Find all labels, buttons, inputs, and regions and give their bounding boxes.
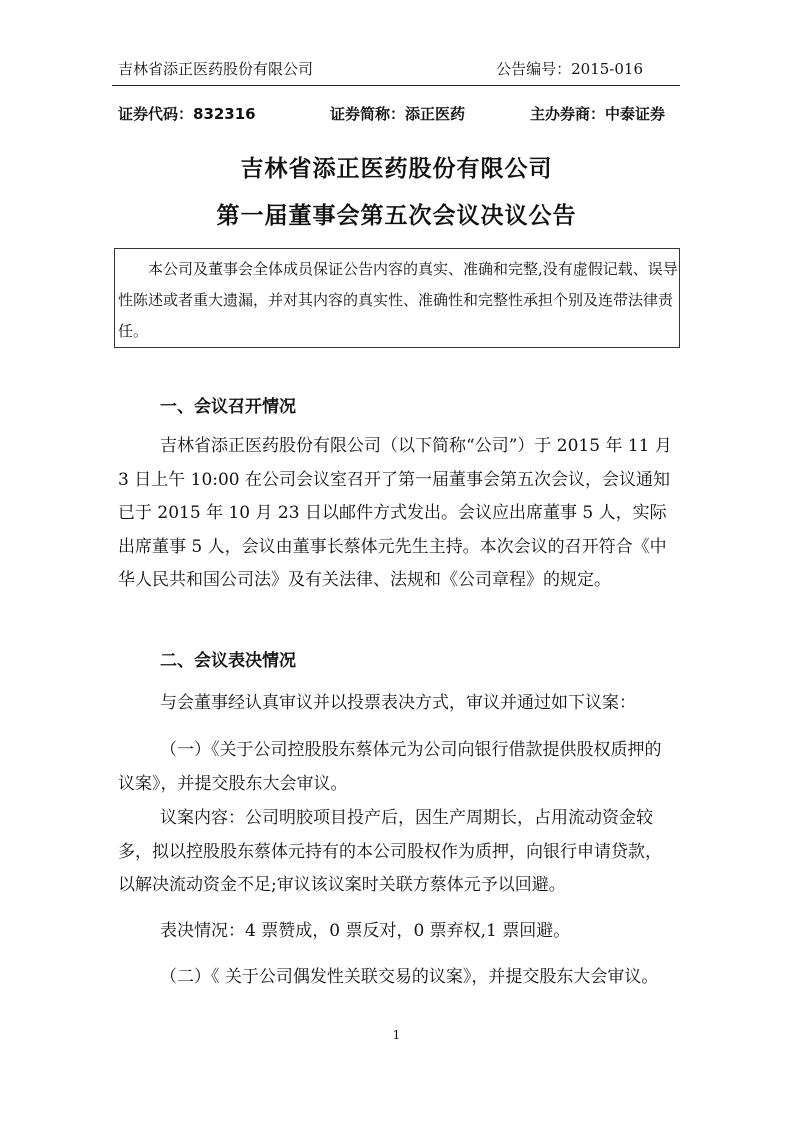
security-short-name: 证券简称：添正医药 [330,105,466,123]
proposal1-content: 议案内容：公司明胶项目投产后，因生产周期长，占用流动资金较多，拟以控股股东蔡体元持有的本公司股权作为质押，向银行申请贷款，以解决流动资金不足;审议该议案时关联方蔡体元予以回避。 [118,808,662,895]
voting-intro-paragraph: 与会董事经认真审议并以投票表决方式，审议并通过如下议案： [160,693,636,713]
header-company-name: 吉林省添正医药股份有限公司 [118,60,314,78]
page-number: 1 [392,1028,401,1042]
notice-statement [118,254,678,347]
proposal1-title: （一）《关于公司控股股东蔡体元为公司向银行借款提供股权质押的议案》，并提交股东大会审议。 [118,740,662,794]
section-heading-voting: 二、会议表决情况 [160,651,296,671]
notice-statement-text: 本公司及董事会全体成员保证公告内容的真实、准确和完整,没有虚假记载、误导性陈述或者重大遗漏，并对其内容的真实性、准确性和完整性承担个别及连带法律责任。 [118,260,678,340]
security-code: 证券代码：832316 [118,105,256,123]
section-heading-meeting: 一、会议召开情况 [160,397,296,417]
document-title-company: 吉林省添正医药股份有限公司 [240,156,553,182]
meeting-paragraph: 吉林省添正医药股份有限公司（以下简称“公司”）于 2015 年 11 月 3 日上午 10:00 在公司会议室召开了第一届董事会第五次会议，会议通知已于 2015 年 10 月 23 日以邮件方式发出。会议应出席董事 5 人，实际出席董事 5 人，会议由董事长蔡体元先生主持。本次会议的召开符合《中华人民共和国公司法》及有关法律、法规和《公司章程》的规定。 [118,436,672,590]
header-divider [112,85,680,86]
header-notice-number: 公告编号：2015-016 [496,60,643,78]
proposal2-title: （二）《 关于公司偶发性关联交易的议案》，并提交股东大会审议。 [160,967,659,987]
proposal1-vote-result: 表决情况：4 票赞成，0 票反对，0 票弃权,1 票回避。 [160,921,571,941]
sponsor-broker: 主办券商：中泰证券 [530,105,666,123]
document-title-announcement: 第一届董事会第五次会议决议公告 [216,203,577,229]
